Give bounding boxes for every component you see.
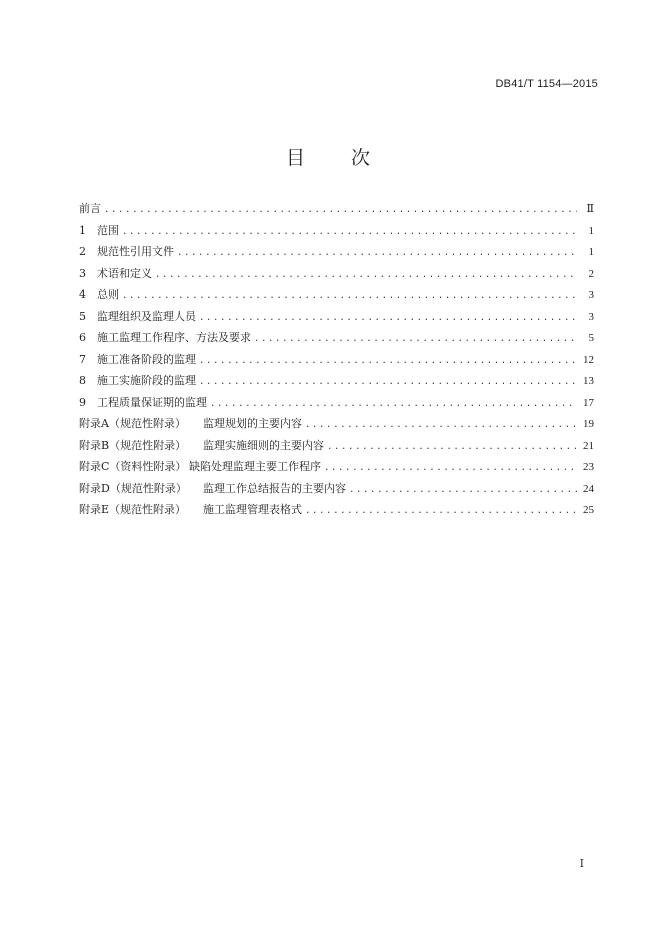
toc-entry-page: 23 <box>583 461 594 473</box>
toc-entry-label: 前言 <box>79 202 101 215</box>
toc-entry-page: 17 <box>583 396 594 409</box>
toc-leader-dots <box>210 394 577 416</box>
toc-entry-5[interactable] <box>79 306 594 328</box>
page-title: 目 次 <box>285 147 391 169</box>
toc-appendix-prefix: 附录B（规范性附录） <box>79 438 187 452</box>
toc-entry-appendix-c[interactable] <box>79 456 594 478</box>
toc-appendix-prefix: 附录C（资料性附录） <box>79 460 187 473</box>
table-of-contents <box>79 198 594 521</box>
toc-entry-page: 3 <box>588 289 594 301</box>
toc-leader-dots <box>122 222 577 244</box>
document-code: DB41/T 1154—2015 <box>495 78 598 90</box>
toc-entry-page: 1 <box>588 224 594 237</box>
toc-entry-number: 1 <box>79 223 86 237</box>
toc-entry-4[interactable] <box>79 284 594 306</box>
toc-appendix-prefix: 附录D（规范性附录） <box>79 481 187 495</box>
toc-entry-page: 19 <box>583 418 594 430</box>
toc-appendix-prefix: 附录E（规范性附录） <box>79 503 187 516</box>
toc-entry-page: 25 <box>583 504 594 516</box>
toc-entry-8[interactable] <box>79 370 594 392</box>
toc-entry-2[interactable] <box>79 241 594 263</box>
toc-appendix-prefix: 附录A（规范性附录） <box>79 417 186 430</box>
toc-entry-number: 6 <box>79 331 86 344</box>
toc-leader-dots <box>349 480 577 502</box>
toc-entry-number: 8 <box>79 374 86 387</box>
toc-entry-label: 施工准备阶段的监理 <box>97 352 196 366</box>
toc-entry-appendix-e[interactable] <box>79 499 594 521</box>
toc-entry-6[interactable] <box>79 327 594 349</box>
toc-entry-label: 施工实施阶段的监理 <box>97 374 196 387</box>
toc-entry-page: 3 <box>588 310 594 323</box>
toc-entry-appendix-a[interactable] <box>79 413 594 435</box>
toc-entry-page: 5 <box>588 332 594 344</box>
toc-entry-number: 7 <box>79 352 86 366</box>
toc-leader-dots <box>104 200 577 222</box>
toc-entry-label: 监理实施细则的主要内容 <box>203 438 324 452</box>
toc-entry-label: 总则 <box>97 288 119 301</box>
toc-entry-page: Ⅱ <box>586 203 594 215</box>
toc-entry-1[interactable] <box>79 220 594 242</box>
toc-entry-label: 施工监理工作程序、方法及要求 <box>97 331 251 344</box>
toc-entry-9[interactable] <box>79 392 594 414</box>
toc-entry-number: 3 <box>79 266 86 280</box>
toc-entry-number: 2 <box>79 245 86 258</box>
toc-entry-page: 13 <box>583 375 594 387</box>
page-number: I <box>579 857 584 870</box>
toc-entry-page: 24 <box>583 482 594 495</box>
toc-leader-dots <box>122 286 577 308</box>
toc-entry-number: 4 <box>79 288 86 301</box>
toc-entry-label: 监理工作总结报告的主要内容 <box>203 481 346 495</box>
toc-entry-7[interactable] <box>79 349 594 371</box>
toc-entry-label: 施工监理管理表格式 <box>203 503 302 516</box>
toc-leader-dots <box>305 501 577 523</box>
toc-entry-appendix-b[interactable] <box>79 435 594 457</box>
toc-entry-label: 监理规划的主要内容 <box>203 417 302 430</box>
toc-leader-dots <box>327 437 577 459</box>
toc-entry-3[interactable] <box>79 263 594 285</box>
toc-leader-dots <box>305 415 577 437</box>
toc-leader-dots <box>155 265 577 287</box>
toc-entry-label: 缺陷处理监理主要工作程序 <box>189 460 321 473</box>
toc-entry-page: 1 <box>588 246 594 258</box>
toc-entry-label: 术语和定义 <box>97 266 152 280</box>
toc-entry-label: 范围 <box>97 223 119 237</box>
toc-entry-page: 12 <box>583 353 594 366</box>
toc-entry-page: 21 <box>583 439 594 452</box>
toc-entry-label: 工程质量保证期的监理 <box>97 395 207 409</box>
toc-entry-number: 9 <box>79 395 86 409</box>
toc-entry-label: 监理组织及监理人员 <box>97 309 196 323</box>
toc-leader-dots <box>199 308 577 330</box>
toc-entry-page: 2 <box>588 267 594 280</box>
toc-leader-dots <box>254 329 577 351</box>
toc-entry-appendix-d[interactable] <box>79 478 594 500</box>
toc-entry-foreword[interactable] <box>79 198 594 220</box>
toc-entry-number: 5 <box>79 309 86 323</box>
toc-leader-dots <box>177 243 577 265</box>
toc-entry-label: 规范性引用文件 <box>97 245 174 258</box>
toc-leader-dots <box>199 351 577 373</box>
toc-leader-dots <box>324 458 577 480</box>
toc-leader-dots <box>199 372 577 394</box>
